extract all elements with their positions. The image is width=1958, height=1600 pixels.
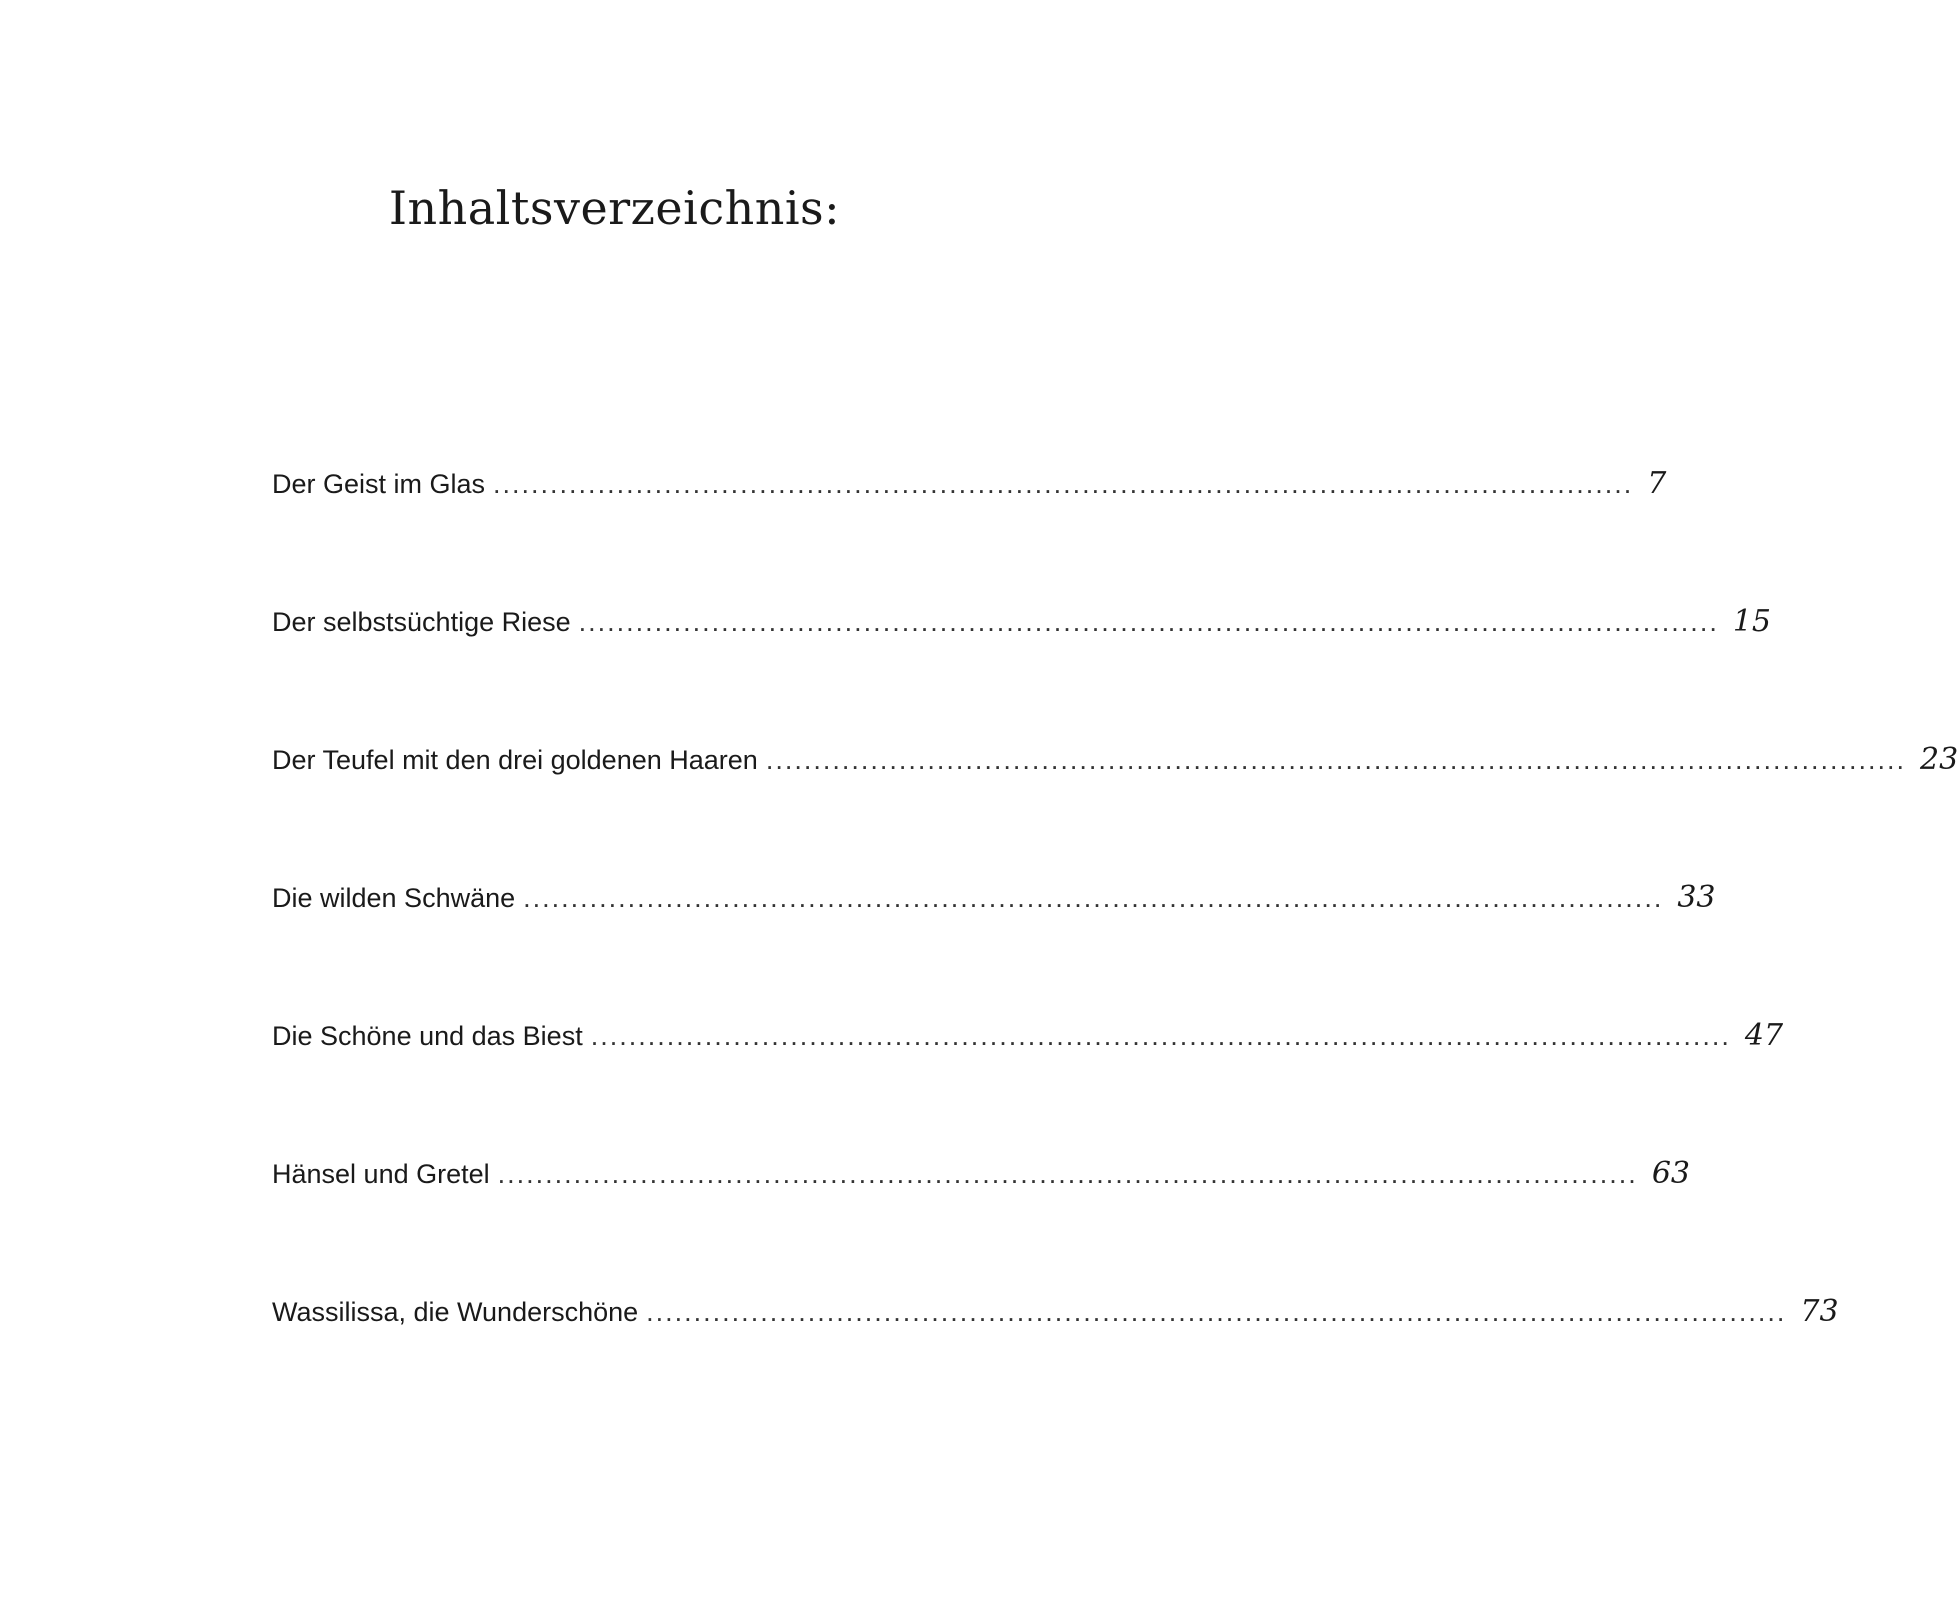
toc-entry-page-number: 63	[1651, 1156, 1690, 1191]
toc-entry	[272, 1286, 1839, 1338]
toc-entry-page-number: 23	[1920, 742, 1958, 777]
toc-entry-title: Die wilden Schwäne	[272, 883, 516, 913]
toc-entry	[272, 1010, 1784, 1062]
dot-leader: ........................................................................................................................	[578, 607, 1719, 637]
toc-entry-title: Der Geist im Glas	[272, 469, 486, 499]
toc-entry-page-number: 7	[1647, 466, 1667, 501]
toc-entry	[272, 458, 1667, 510]
toc-entry	[272, 872, 1716, 924]
toc-entry	[272, 734, 1958, 786]
toc-entry-page-number: 73	[1800, 1294, 1839, 1329]
toc-entry	[272, 596, 1772, 648]
dot-leader: ........................................................................................................................	[523, 883, 1664, 913]
toc-entry	[272, 1148, 1690, 1200]
toc-entry-page-number: 15	[1732, 604, 1772, 639]
dot-leader: ........................................................................................................................	[590, 1021, 1731, 1051]
toc-entry-page-number: 33	[1677, 880, 1716, 915]
toc-entry-page-number: 47	[1744, 1018, 1784, 1053]
toc-entry-title: Die Schöne und das Biest	[272, 1021, 583, 1051]
toc-entry-title: Hänsel und Gretel	[272, 1159, 490, 1189]
dot-leader: ........................................................................................................................	[493, 469, 1634, 499]
toc-entry-title: Der selbstsüchtige Riese	[272, 607, 571, 637]
dot-leader: ........................................................................................................................	[646, 1297, 1787, 1327]
dot-leader: ........................................................................................................................	[765, 745, 1906, 775]
page-title: Inhaltsverzeichnis:	[388, 181, 841, 235]
toc-entry-title: Wassilissa, die Wunderschöne	[272, 1297, 639, 1327]
table-of-contents	[272, 458, 1958, 1424]
toc-entry-title: Der Teufel mit den drei goldenen Haaren	[272, 745, 758, 775]
dot-leader: ........................................................................................................................	[497, 1159, 1638, 1189]
